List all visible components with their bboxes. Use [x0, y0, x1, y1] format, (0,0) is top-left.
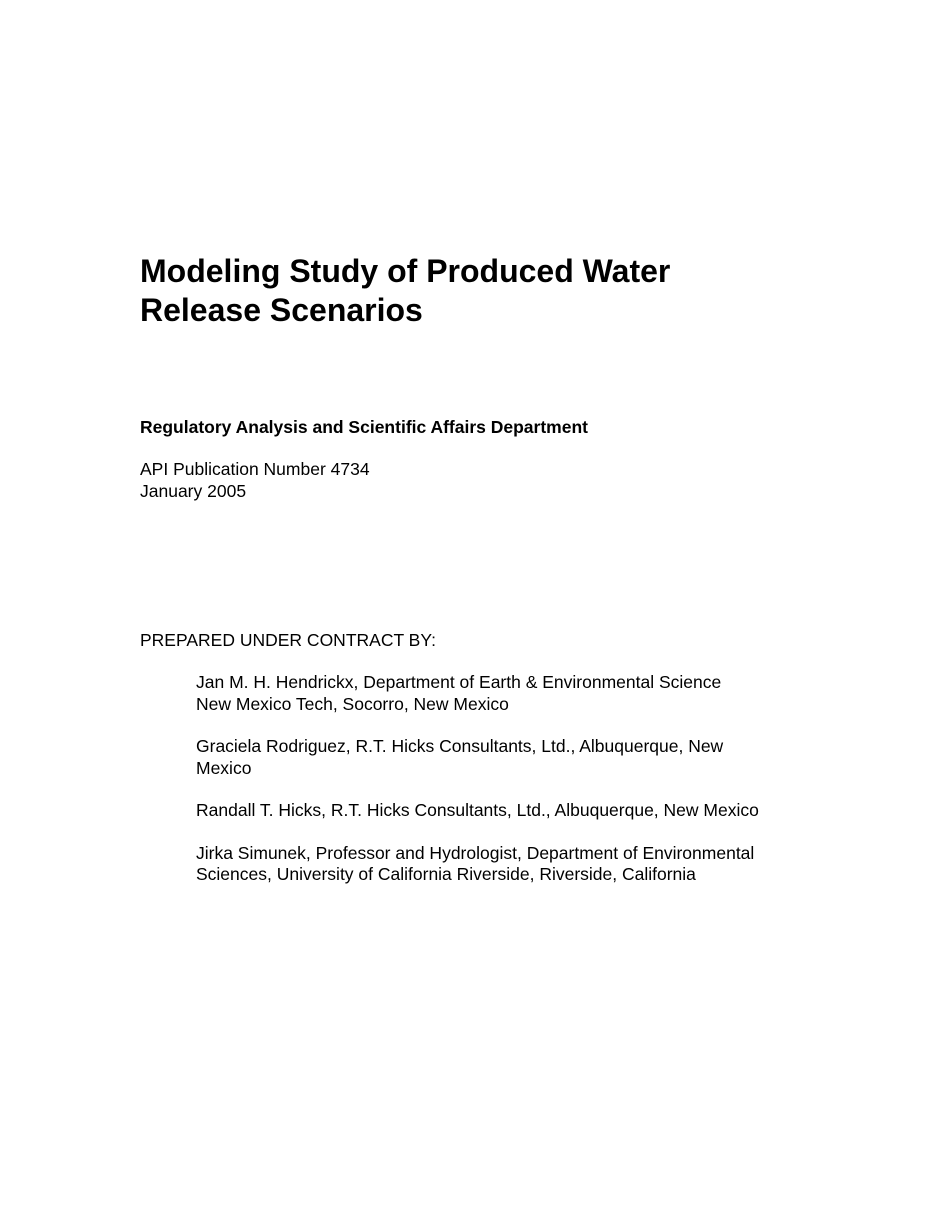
author-list [196, 672, 836, 907]
author-line: Graciela Rodriguez, R.T. Hicks Consultants, Ltd., Albuquerque, New [196, 736, 724, 756]
prepared-by-label: PREPARED UNDER CONTRACT BY: [140, 630, 436, 650]
author-entry [196, 736, 836, 779]
author-line: Randall T. Hicks, R.T. Hicks Consultants, Ltd., Albuquerque, New Mexico [196, 800, 759, 820]
document-title [140, 252, 840, 330]
publication-date: January 2005 [140, 481, 247, 501]
author-entry [196, 843, 836, 886]
author-line: Jan M. H. Hendrickx, Department of Earth & Environmental Science [196, 672, 722, 692]
department-name: Regulatory Analysis and Scientific Affairs Department [140, 417, 588, 437]
author-entry [196, 672, 836, 715]
author-line: Mexico [196, 757, 252, 778]
author-entry [196, 800, 836, 822]
author-line: Jirka Simunek, Professor and Hydrologist, Department of Environmental [196, 842, 755, 863]
author-line: Sciences, University of California Riverside, Riverside, California [196, 864, 696, 884]
title-line-1: Modeling Study of Produced Water [140, 253, 671, 289]
title-line-2: Release Scenarios [140, 292, 423, 328]
publication-number: API Publication Number 4734 [140, 459, 370, 479]
publication-info [140, 458, 370, 502]
author-line: New Mexico Tech, Socorro, New Mexico [196, 693, 509, 714]
